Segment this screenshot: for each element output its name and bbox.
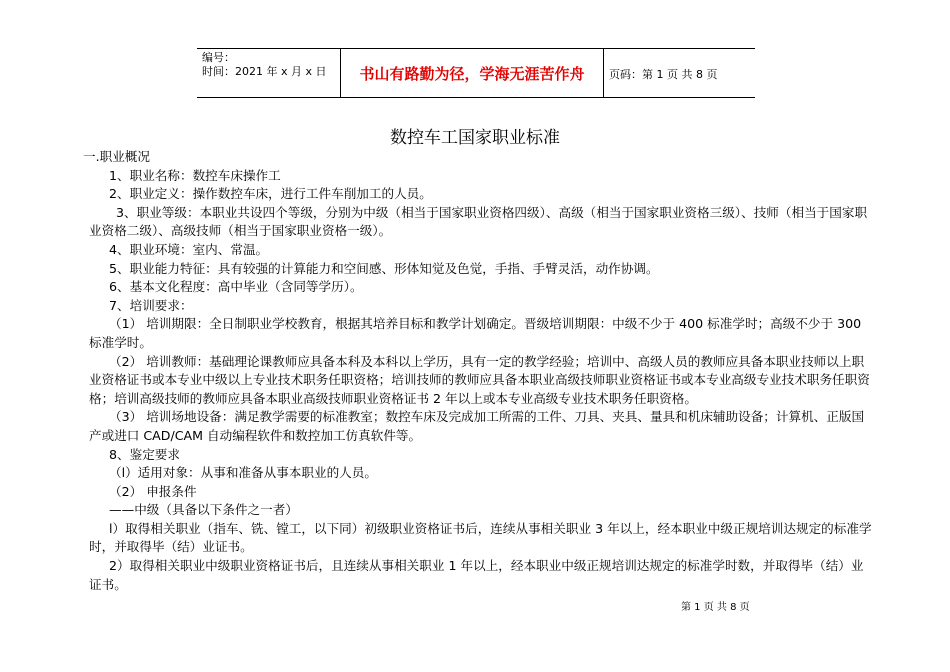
paragraph: （2） 培训教师：基础理论课教师应具备本科及本科以上学历，具有一定的教学经验；培训中、高级人员的教师应具备本职业技师以上职业资格证书或本专业中级以上专业技术职务任职资格；培训技师的教师应具备本职业高级技师职业资格证书或本专业高级专业技术职务任职资格；培训高级技师的教师应具备本职业高级技师职业资格证书 2 年以上或本专业高级专业技术职务任职资格。 [89,353,870,406]
header-meta [202,51,327,79]
paragraph: 2）取得相关职业中级职业资格证书后，且连续从事相关职业 1 年以上，经本职业中级正规培训达规定的标准学时数，并取得毕（结）业证书。 [89,558,864,592]
paragraph: （l）适用对象：从事和准备从事本职业的人员。 [109,465,377,481]
paragraph: 3、职业等级：本职业共设四个等级，分别为中级（相当于国家职业资格四级）、高级（相当于国家职业资格三级）、技师（相当于国家职业资格二级）、高级技师（相当于国家职业资格一级）。 [89,204,868,239]
paragraph: 1、职业名称：数控车床操作工 [109,167,281,183]
paragraph: 8、鉴定要求 [109,446,180,462]
section-heading: 一.职业概况 [83,149,150,164]
paragraph: 2、职业定义：操作数控车床，进行工件车削加工的人员。 [109,186,432,202]
header-table [197,48,755,98]
document-body [83,148,874,594]
paragraph: （3） 培训场地设备：满足教学需要的标准教室；数控车床及完成加工所需的工件、刀具、夹具、量具和机床辅助设备；计算机、正版国产或进口 CAD/CAM 自动编程软件和数控加工仿真软件等。 [89,409,865,443]
paragraph: （2） 申报条件 [109,483,197,499]
page-footer: 第 1 页 共 8 页 [681,602,750,613]
paragraph: 6、基本文化程度：高中毕业（含同等学历）。 [109,279,363,295]
paragraph: （1） 培训期限：全日制职业学校教育，根据其培养目标和教学计划确定。晋级培训期限：中级不少于 400 标准学时；高级不少于 300 标准学时。 [89,316,862,350]
number-label: 编号： [202,51,235,64]
time-label: 时间：2021 年 x 月 x 日 [202,65,327,78]
paragraph: l）取得相关职业（指车、铣、镗工，以下同）初级职业资格证书后，连续从事相关职业 3 年以上，经本职业中级正规培训达规定的标准学时，并取得毕（结）业证书。 [89,520,872,555]
document-title: 数控车工国家职业标准 [390,128,560,148]
paragraph: 7、培训要求： [109,297,193,313]
paragraph: 4、职业环境：室内、常温。 [109,241,269,257]
header-page-label: 页码：第 1 页 共 8 页 [609,68,718,81]
paragraph: 5、职业能力特征：具有较强的计算能力和空间感、形体知觉及色觉，手指、手臂灵活，动作协调。 [109,260,659,276]
header-motto: 书山有路勤为径，学海无涯苦作舟 [340,49,604,97]
paragraph: ——中级（具备以下条件之一者） [109,502,298,518]
